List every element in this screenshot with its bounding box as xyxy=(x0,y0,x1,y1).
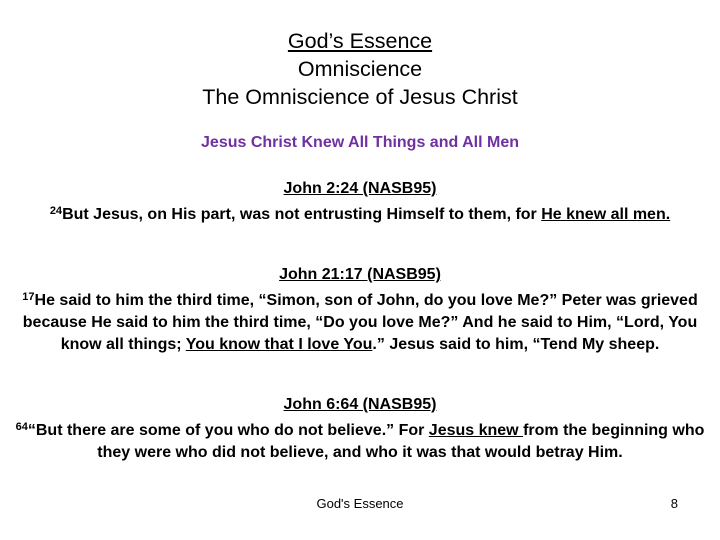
verse-text-after: from the beginning who they were who did not believe, and who it was that would betray Him. xyxy=(97,422,705,461)
verse-emphasis: Jesus knew xyxy=(428,422,524,439)
passage-john-6-64 xyxy=(14,394,706,464)
subtitle: Jesus Christ Knew All Things and All Men xyxy=(201,134,519,151)
verse-emphasis: You know that I love You xyxy=(185,336,373,353)
title-line-1: God’s Essence xyxy=(287,29,433,53)
passage-reference: John 6:64 (NASB95) xyxy=(283,396,437,413)
title-block xyxy=(0,27,720,111)
passage-john-21-17 xyxy=(14,264,706,356)
title-line-2: Omniscience xyxy=(297,57,423,81)
footer-title: God's Essence xyxy=(316,496,404,511)
title-line-3: The Omniscience of Jesus Christ xyxy=(202,85,518,109)
verse-text-after: .” Jesus said to him, “Tend My sheep. xyxy=(372,336,660,353)
verse-number: 24 xyxy=(49,205,63,217)
verse-number: 64 xyxy=(15,421,28,433)
passage-reference: John 21:17 (NASB95) xyxy=(279,266,441,283)
passage-reference: John 2:24 (NASB95) xyxy=(283,180,437,197)
verse-emphasis: He knew all men. xyxy=(541,206,671,223)
verse-text: He said to him the third time, “Simon, son of John, do you love Me?” Peter was grieved because He said to him the third time, “Do you love Me?” And he said to Him, “Lord, You know all things; xyxy=(22,292,698,353)
passage-john-2-24 xyxy=(14,178,706,226)
verse-text: “But there are some of you who do not believe.” For xyxy=(27,422,429,439)
verse-text: But Jesus, on His part, was not entrusting Himself to them, for xyxy=(62,206,542,223)
page-number: 8 xyxy=(670,496,678,511)
verse-number: 17 xyxy=(22,291,35,303)
